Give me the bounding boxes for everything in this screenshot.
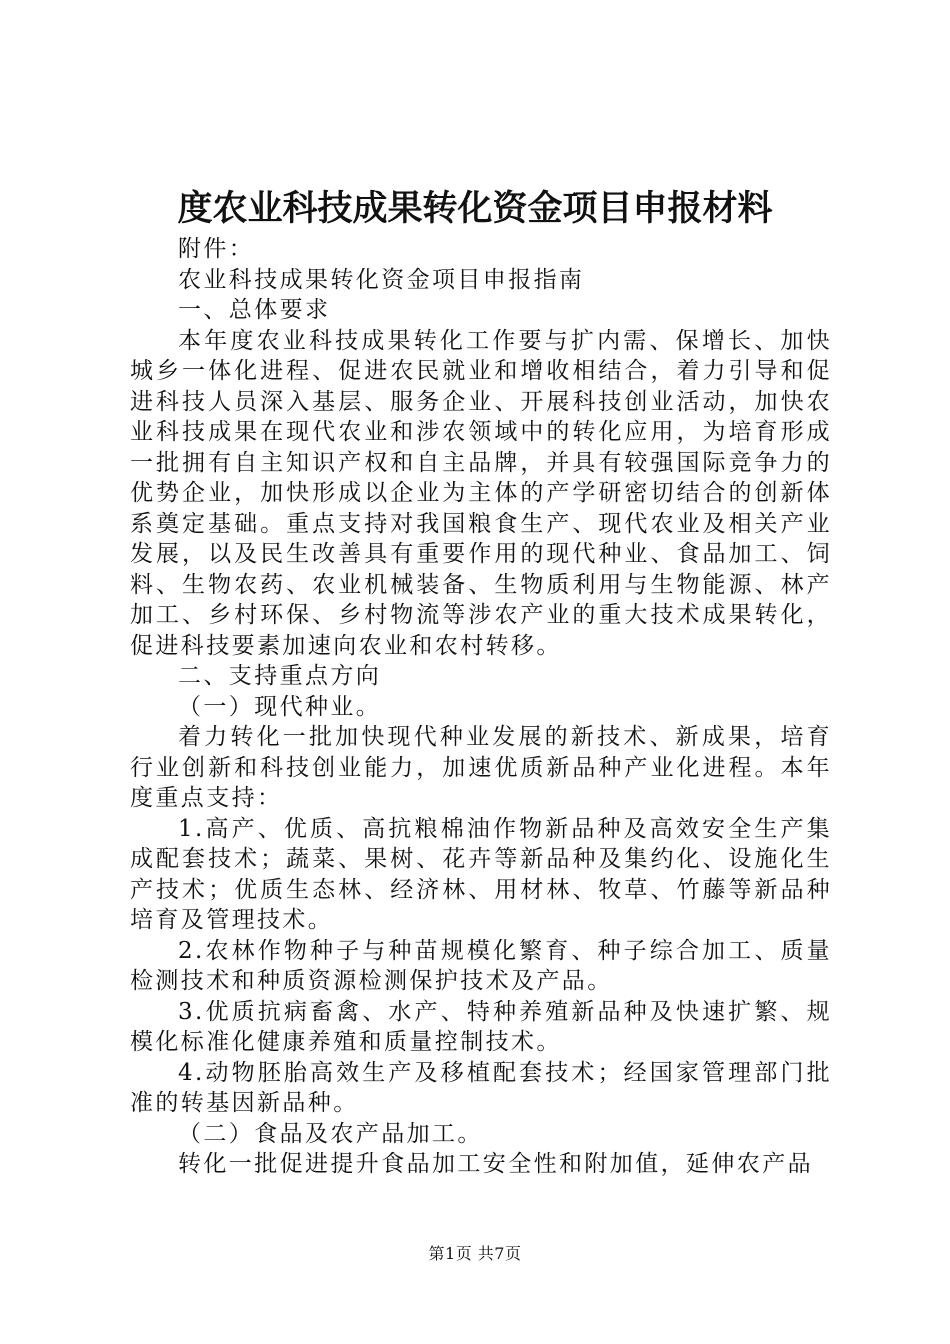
document-title: 度农业科技成果转化资金项目申报材料 — [177, 189, 773, 229]
paragraph-seed-industry-intro: 着力转化一批加快现代种业发展的新技术、新成果，培育行业创新和科技创业能力，加速优质新品种产业化进程。本年度重点支持： — [130, 724, 832, 811]
paragraph-general-requirements: 本年度农业科技成果转化工作要与扩内需、保增长、加快城乡一体化进程、促进农民就业和增收相结合，着力引导和促进科技人员深入基层、服务企业、开展科技创业活动，加快农业科技成果在现代农业和涉农领域中的转化应用，为培育形成一批拥有自主知识产权和自主品牌，并具有较强国际竞争力的优势企业，加快形成以企业为主体的产学研密切结合的创新体系奠定基础。重点支持对我国粮食生产、现代农业及相关产业发展，以及民生改善具有重要作用的现代种业、食品加工、饲料、生物农药、农业机械装备、生物质利用与生物能源、林产加工、乡村环保、乡村物流等涉农产业的重大技术成果转化，促进科技要素加速向农业和农村转移。 — [130, 327, 832, 659]
list-item-2: 2.农林作物种子与种苗规模化繁育、种子综合加工、质量检测技术和种质资源检测保护技术及产品。 — [130, 937, 832, 994]
paragraph-attachment: 附件： — [178, 236, 255, 262]
paragraph-guide-title: 农业科技成果转化资金项目申报指南 — [178, 266, 585, 293]
page-footer: 第1页 共7页 — [428, 1244, 522, 1263]
heading-key-directions: 二、支持重点方向 — [178, 663, 382, 689]
heading-general-requirements: 一、总体要求 — [178, 297, 331, 323]
subheading-modern-seed-industry: （一）现代种业。 — [178, 693, 382, 720]
paragraph-food-processing: 转化一批促进提升食品加工安全性和附加值，延伸农产品 — [178, 1151, 813, 1177]
list-item-4: 4.动物胚胎高效生产及移植配套技术；经国家管理部门批准的转基因新品种。 — [130, 1059, 832, 1116]
list-item-1: 1.高产、优质、高抗粮棉油作物新品种及高效安全生产集成配套技术；蔬菜、果树、花卉等新品种及集约化、设施化生产技术；优质生态林、经济林、用材林、牧草、竹藤等新品种培育及管理技术。 — [130, 815, 832, 933]
document-body — [130, 234, 832, 1180]
list-item-3: 3.优质抗病畜禽、水产、特种养殖新品种及快速扩繁、规模化标准化健康养殖和质量控制技术。 — [130, 998, 832, 1055]
subheading-food-processing: （二）食品及农产品加工。 — [178, 1120, 483, 1147]
